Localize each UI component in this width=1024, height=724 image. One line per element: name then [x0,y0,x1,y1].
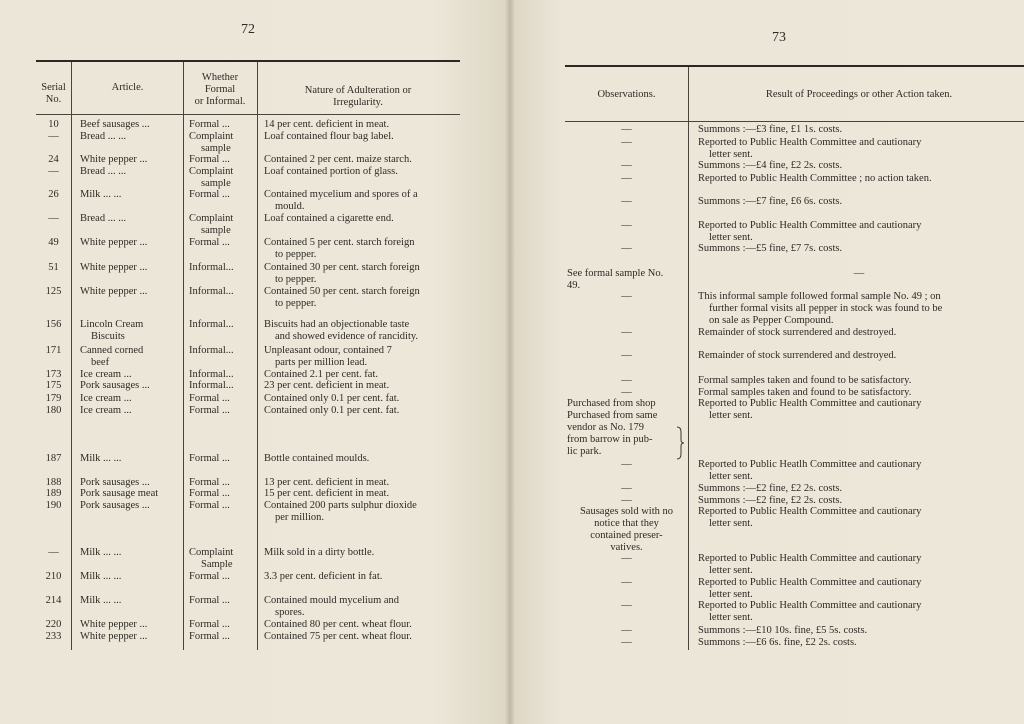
cell-serial: 171 [45,345,62,356]
cell-observation: — [621,495,632,506]
cell-serial: — [48,213,59,224]
cell-result: Reported to Public Health Committee and cautionary [698,553,922,564]
cell-article: Biscuits [91,331,125,342]
cell-formal: Formal ... [189,619,230,630]
cell-result: Summons :—£6 6s. fine, £2 2s. costs. [698,637,857,648]
cell-observation: — [621,327,632,338]
cell-formal: Formal ... [189,119,230,130]
cell-formal: Formal ... [189,477,230,488]
cell-formal: Formal ... [189,631,230,642]
cell-serial: 180 [45,405,62,416]
right-page [510,0,1024,724]
cell-nature: to pepper. [275,298,317,309]
header-result: Result of Proceedings or other Action taken. [765,89,953,100]
cell-article: Canned corned [80,345,144,356]
cell-result: letter sent. [709,518,753,529]
header-formal: Whether [201,72,239,83]
cell-formal: Informal... [189,380,234,391]
cell-serial: — [48,166,59,177]
cell-serial: — [48,131,59,142]
cell-formal: Formal ... [189,595,230,606]
cell-nature: Biscuits had an objectionable taste [264,319,410,330]
cell-result: Summons :—£5 fine, £7 7s. costs. [698,243,843,254]
header-serial: Serial [41,82,66,93]
cell-observation: vatives. [610,542,643,553]
cell-article: Pork sausage meat [80,488,159,499]
cell-serial: 125 [45,286,62,297]
cell-serial: 214 [45,595,62,606]
cell-serial: 188 [45,477,62,488]
cell-result: Reported to Public Heatlh Committee and cautionary [698,459,922,470]
cell-nature: 15 per cent. deficient in meat. [264,488,390,499]
cell-serial: 175 [45,380,62,391]
book-gutter [505,0,515,724]
cell-nature: Contained 2 per cent. maize starch. [264,154,412,165]
cell-nature: mould. [275,201,305,212]
cell-result: Summons :—£2 fine, £2 2s. costs. [698,495,843,506]
cell-result: Reported to Public Health Committee and cautionary [698,577,922,588]
cell-observation: — [621,173,632,184]
cell-result: Summons :—£3 fine, £1 1s. costs. [698,124,843,135]
cell-article: Bread ... ... [80,131,127,142]
cell-observation: Purchased from shop [567,398,656,409]
cell-article: Bread ... ... [80,213,127,224]
cell-observation: See formal sample No. [567,268,664,279]
cell-article: White pepper ... [80,619,148,630]
cell-nature: Milk sold in a dirty bottle. [264,547,375,558]
cell-nature: Contained 200 parts sulphur dioxide [264,500,417,511]
cell-nature: 14 per cent. deficient in meat. [264,119,390,130]
cell-result: letter sent. [709,589,753,600]
cell-formal: Formal ... [189,405,230,416]
cell-formal: Formal ... [189,237,230,248]
cell-result: Remainder of stock surrendered and destroyed. [698,350,897,361]
header-formal: or Informal. [194,96,246,107]
cell-result: letter sent. [709,612,753,623]
cell-serial: 10 [48,119,59,130]
cell-result: letter sent. [709,410,753,421]
cell-result: Reported to Public Health Committee ; no action taken. [698,173,932,184]
cell-article: Milk ... ... [80,595,122,606]
cell-observation: vendor as No. 179 [567,422,644,433]
cell-formal: Formal ... [189,453,230,464]
cell-nature: Contained only 0.1 per cent. fat. [264,393,400,404]
cell-result: Formal samples taken and found to be satisfactory. [698,387,912,398]
cell-formal: Complaint [189,166,234,177]
cell-observation: contained preser- [590,530,663,541]
cell-observation: — [621,387,632,398]
cell-serial: 179 [45,393,62,404]
cell-serial: 24 [48,154,59,165]
cell-observation: — [621,160,632,171]
page-number-right: 73 [772,30,786,45]
cell-serial: 26 [48,189,59,200]
cell-observation: — [621,577,632,588]
cell-observation: lic park. [567,446,602,457]
cell-article: Bread ... ... [80,166,127,177]
cell-observation: — [621,291,632,302]
cell-formal: Informal... [189,345,234,356]
cell-article: White pepper ... [80,237,148,248]
cell-observation: — [621,196,632,207]
header-rule-left [36,114,460,115]
cell-formal: Complaint [189,547,234,558]
cell-observation: — [621,553,632,564]
cell-nature: Loaf contained a cigarette end. [264,213,394,224]
cell-nature: Contained mycelium and spores of a [264,189,418,200]
cell-observation: — [621,637,632,648]
cell-serial: 156 [45,319,62,330]
cell-result: letter sent. [709,471,753,482]
cell-result: letter sent. [709,232,753,243]
cell-observation: from barrow in pub- [567,434,653,445]
cell-observation: — [621,350,632,361]
cell-nature: 23 per cent. deficient in meat. [264,380,390,391]
cell-nature: and showed evidence of rancidity. [275,331,419,342]
cell-nature: per million. [275,512,324,523]
cell-serial: 233 [45,631,62,642]
cell-nature: parts per million lead. [275,357,368,368]
cell-observation: 49. [567,280,581,291]
cell-observation: — [621,375,632,386]
cell-result: letter sent. [709,565,753,576]
cell-serial: 220 [45,619,62,630]
cell-article: Ice cream ... [80,405,132,416]
cell-result: Summons :—£10 10s. fine, £5 5s. costs. [698,625,868,636]
cell-observation: — [621,459,632,470]
cell-formal: Sample [201,559,233,570]
cell-formal: Complaint [189,213,234,224]
cell-result: Reported to Public Health Committee and cautionary [698,137,922,148]
cell-result: Summons :—£4 fine, £2 2s. costs. [698,160,843,171]
cell-serial: 187 [45,453,62,464]
cell-observation: — [621,124,632,135]
cell-serial: 210 [45,571,62,582]
cell-formal: sample [201,143,231,154]
cell-nature: Bottle contained moulds. [264,453,370,464]
cell-serial: 173 [45,369,62,380]
cell-article: beef [91,357,110,368]
cell-result: letter sent. [709,149,753,160]
cell-nature: Contained mould mycelium and [264,595,400,606]
cell-result: Reported to Public Health Committee and cautionary [698,398,922,409]
cell-observation: — [621,243,632,254]
cell-result: Reported to Public Health Committee and cautionary [698,506,922,517]
cell-result: further formal visits all pepper in stock was found to be [709,303,943,314]
cell-formal: Informal... [189,262,234,273]
cell-serial: 49 [48,237,59,248]
cell-observation: — [621,483,632,494]
header-nature: Irregularity. [333,97,383,108]
cell-nature: 3.3 per cent. deficient in fat. [264,571,383,582]
cell-formal: Informal... [189,319,234,330]
header-nature: Nature of Adulteration or [304,85,412,96]
header-serial: No. [45,94,62,105]
cell-nature: Contained 5 per cent. starch foreign [264,237,415,248]
cell-article: Milk ... ... [80,189,122,200]
cell-article: Pork sausages ... [80,500,150,511]
header-formal: Formal [204,84,236,95]
cell-article: Pork sausages ... [80,477,150,488]
cell-article: White pepper ... [80,631,148,642]
cell-nature: Loaf contained portion of glass. [264,166,398,177]
cell-formal: sample [201,178,231,189]
cell-formal: Formal ... [189,571,230,582]
cell-formal: Formal ... [189,488,230,499]
cell-article: Beef sausages ... [80,119,150,130]
header-rule-right [565,121,1024,122]
top-rule-left [36,60,460,62]
left-page [0,0,510,724]
cell-serial: 189 [45,488,62,499]
cell-article: Ice cream ... [80,369,132,380]
top-rule-right [565,65,1024,67]
cell-observation: — [621,137,632,148]
header-observations: Observations. [597,89,656,100]
cell-nature: to pepper. [275,249,317,260]
cell-article: Pork sausages ... [80,380,150,391]
cell-observation: — [621,625,632,636]
header-article: Article. [111,82,144,93]
cell-result: on sale as Pepper Compound. [709,315,834,326]
cell-formal: Informal... [189,286,234,297]
cell-article: Lincoln Cream [80,319,144,330]
cell-formal: Informal... [189,369,234,380]
cell-observation: notice that they [594,518,659,529]
cell-nature: Loaf contained flour bag label. [264,131,394,142]
cell-formal: Formal ... [189,500,230,511]
cell-article: Milk ... ... [80,571,122,582]
cell-result: This informal sample followed formal sample No. 49 ; on [698,291,941,302]
cell-result: Remainder of stock surrendered and destroyed. [698,327,897,338]
cell-serial: 51 [48,262,59,273]
cell-article: White pepper ... [80,262,148,273]
cell-result: — [853,268,865,279]
cell-result: Reported to Public Health Committee and cautionary [698,220,922,231]
cell-nature: Contained only 0.1 per cent. fat. [264,405,400,416]
cell-nature: Contained 30 per cent. starch foreign [264,262,420,273]
column-divider [183,62,184,650]
cell-nature: to pepper. [275,274,317,285]
column-divider [71,62,72,650]
cell-result: Summons :—£7 fine, £6 6s. costs. [698,196,843,207]
cell-nature: spores. [275,607,305,618]
column-divider [688,67,689,650]
cell-serial: 190 [45,500,62,511]
cell-serial: — [48,547,59,558]
cell-article: White pepper ... [80,154,148,165]
cell-article: White pepper ... [80,286,148,297]
cell-article: Ice cream ... [80,393,132,404]
cell-observation: — [621,220,632,231]
cell-observation: Sausages sold with no [579,506,674,517]
cell-formal: Complaint [189,131,234,142]
cell-observation: Purchased from same [567,410,658,421]
cell-result: Summons :—£2 fine, £2 2s. costs. [698,483,843,494]
cell-formal: Formal ... [189,393,230,404]
cell-result: Formal samples taken and found to be satisfactory. [698,375,912,386]
cell-formal: Formal ... [189,154,230,165]
page-number-left: 72 [241,22,255,37]
cell-observation: — [621,600,632,611]
cell-formal: sample [201,225,231,236]
cell-formal: Formal ... [189,189,230,200]
curly-brace-icon [676,426,684,460]
cell-nature: Contained 80 per cent. wheat flour. [264,619,412,630]
cell-result: Reported to Public Health Committee and cautionary [698,600,922,611]
cell-article: Milk ... ... [80,547,122,558]
cell-nature: Unpleasant odour, contained 7 [264,345,392,356]
cell-nature: Contained 50 per cent. starch foreign [264,286,420,297]
cell-nature: Contained 2.1 per cent. fat. [264,369,379,380]
cell-nature: 13 per cent. deficient in meat. [264,477,390,488]
cell-article: Milk ... ... [80,453,122,464]
cell-nature: Contained 75 per cent. wheat flour. [264,631,412,642]
